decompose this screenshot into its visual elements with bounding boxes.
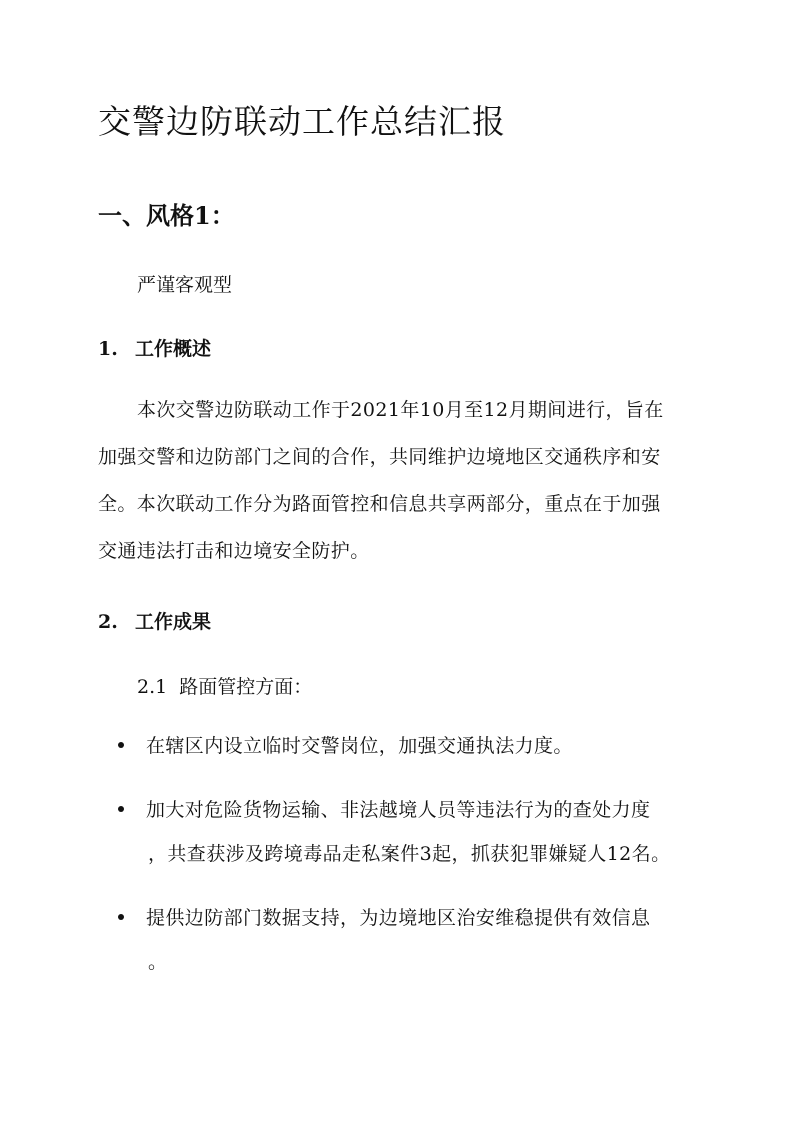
bullet-line: ，共查获涉及跨境毒品走私案件3起，抓获犯罪嫌疑人12名。: [148, 843, 671, 865]
subsection-heading: 路面管控方面：: [179, 676, 313, 698]
section-heading-style: 一、风格1：: [98, 201, 235, 230]
heading-number: 2.: [98, 611, 118, 633]
bullet-item: [118, 788, 718, 876]
bullet-dot: [118, 742, 124, 748]
paragraph-line: 全。本次联动工作分为路面管控和信息共享两部分，重点在于加强: [98, 493, 661, 515]
heading-work-results: [98, 607, 211, 634]
bullet-line: 加大对危险货物运输、非法越境人员等违法行为的查处力度: [146, 799, 651, 821]
subsection-road-control: [137, 672, 312, 699]
overview-paragraph: [98, 387, 702, 575]
paragraph-line: 本次交警边防联动工作于2021年10月至12月期间进行，旨在: [137, 399, 664, 421]
bullet-line: 提供边防部门数据支持，为边境地区治安维稳提供有效信息: [146, 907, 651, 929]
document-title: 交警边防联动工作总结汇报: [98, 102, 506, 141]
heading-text: 工作成果: [135, 611, 212, 633]
heading-work-overview: [98, 334, 211, 361]
bullet-item: [118, 896, 718, 984]
bullet-line: 在辖区内设立临时交警岗位，加强交通执法力度。: [146, 735, 573, 757]
bullet-dot: [118, 914, 124, 920]
paragraph-line: 加强交警和边防部门之间的合作，共同维护边境地区交通秩序和安: [98, 446, 661, 468]
paragraph-line: 交通违法打击和边境安全防护。: [98, 540, 370, 562]
bullet-line: 。: [148, 951, 168, 973]
style-description: 严谨客观型: [137, 274, 233, 296]
heading-text: 工作概述: [135, 338, 212, 360]
bullet-item: [118, 724, 718, 768]
heading-number: 1.: [98, 338, 118, 360]
subsection-number: 2.1: [137, 676, 168, 698]
bullet-dot: [118, 806, 124, 812]
